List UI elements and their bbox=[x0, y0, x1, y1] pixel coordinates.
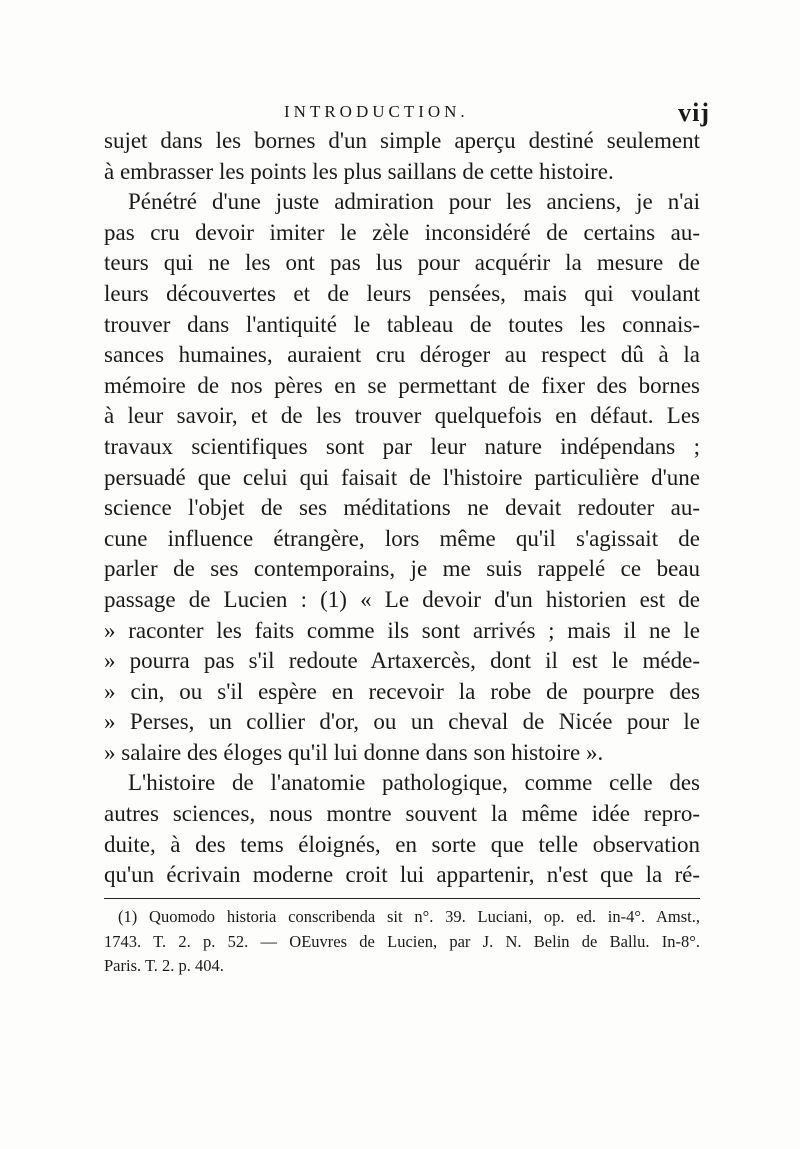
running-title: INTRODUCTION. bbox=[284, 102, 469, 121]
footnote-line: (1) Quomodo historia conscribenda sit n°. 39. Luciani, op. ed. in-4°. Amst., bbox=[118, 907, 700, 926]
text-line: sances humaines, auraient cru déroger au respect dû à la bbox=[104, 342, 700, 368]
text-line: cune influence étrangère, lors même qu'il s'agissait de bbox=[104, 525, 700, 551]
text-line: mémoire de nos pères en se permettant de fixer des bornes bbox=[104, 372, 700, 398]
text-line: autres sciences, nous montre souvent la même idée repro- bbox=[104, 801, 700, 827]
text-line: » pourra pas s'il redoute Artaxercès, dont il est le méde- bbox=[104, 648, 700, 674]
text-line: parler de ses contemporains, je me suis rappelé ce beau bbox=[104, 556, 700, 582]
text-line: duite, à des tems éloignés, en sorte que telle observation bbox=[104, 831, 700, 857]
text-line: » raconter les faits comme ils sont arrivés ; mais il ne le bbox=[104, 617, 700, 643]
text-line: science l'objet de ses méditations ne devait redouter au- bbox=[104, 495, 700, 521]
page-number: vij bbox=[678, 98, 710, 127]
footnote-line: Paris. T. 2. p. 404. bbox=[104, 956, 224, 975]
text-line: sujet dans les bornes d'un simple aperçu destiné seulement bbox=[104, 128, 700, 153]
text-line: pas cru devoir imiter le zèle inconsidéré de certains au- bbox=[104, 219, 700, 245]
text-line: leurs découvertes et de leurs pensées, mais qui voulant bbox=[104, 280, 700, 306]
text-line: » salaire des éloges qu'il lui donne dans son histoire ». bbox=[104, 739, 604, 765]
text-line: persuadé que celui qui faisait de l'histoire particulière d'une bbox=[104, 464, 700, 490]
text-line: » Perses, un collier d'or, ou un cheval de Nicée pour le bbox=[104, 709, 700, 735]
footnote-rule bbox=[104, 898, 700, 899]
text-line: qu'un écrivain moderne croit lui appartenir, n'est que la ré- bbox=[104, 862, 700, 888]
text-line: » cin, ou s'il espère en recevoir la robe de pourpre des bbox=[104, 678, 700, 704]
text-line: travaux scientifiques sont par leur nature indépendans ; bbox=[104, 433, 700, 459]
footnote-line: 1743. T. 2. p. 52. — OEuvres de Lucien, par J. N. Belin de Ballu. In-8°. bbox=[104, 931, 700, 951]
text-line: passage de Lucien : (1) « Le devoir d'un historien est de bbox=[104, 586, 700, 612]
main-text bbox=[104, 126, 700, 891]
text-line: L'histoire de l'anatomie pathologique, comme celle des bbox=[128, 770, 700, 796]
text-line: à leur savoir, et de les trouver quelquefois en défaut. Les bbox=[104, 403, 700, 429]
text-line: à embrasser les points les plus saillans de cette histoire. bbox=[104, 158, 614, 184]
footnotes bbox=[104, 905, 700, 979]
text-line: trouver dans l'antiquité le tableau de toutes les connais- bbox=[104, 311, 700, 337]
text-line: Pénétré d'une juste admiration pour les anciens, je n'ai bbox=[128, 189, 700, 215]
text-line: teurs qui ne les ont pas lus pour acquérir la mesure de bbox=[104, 250, 700, 276]
